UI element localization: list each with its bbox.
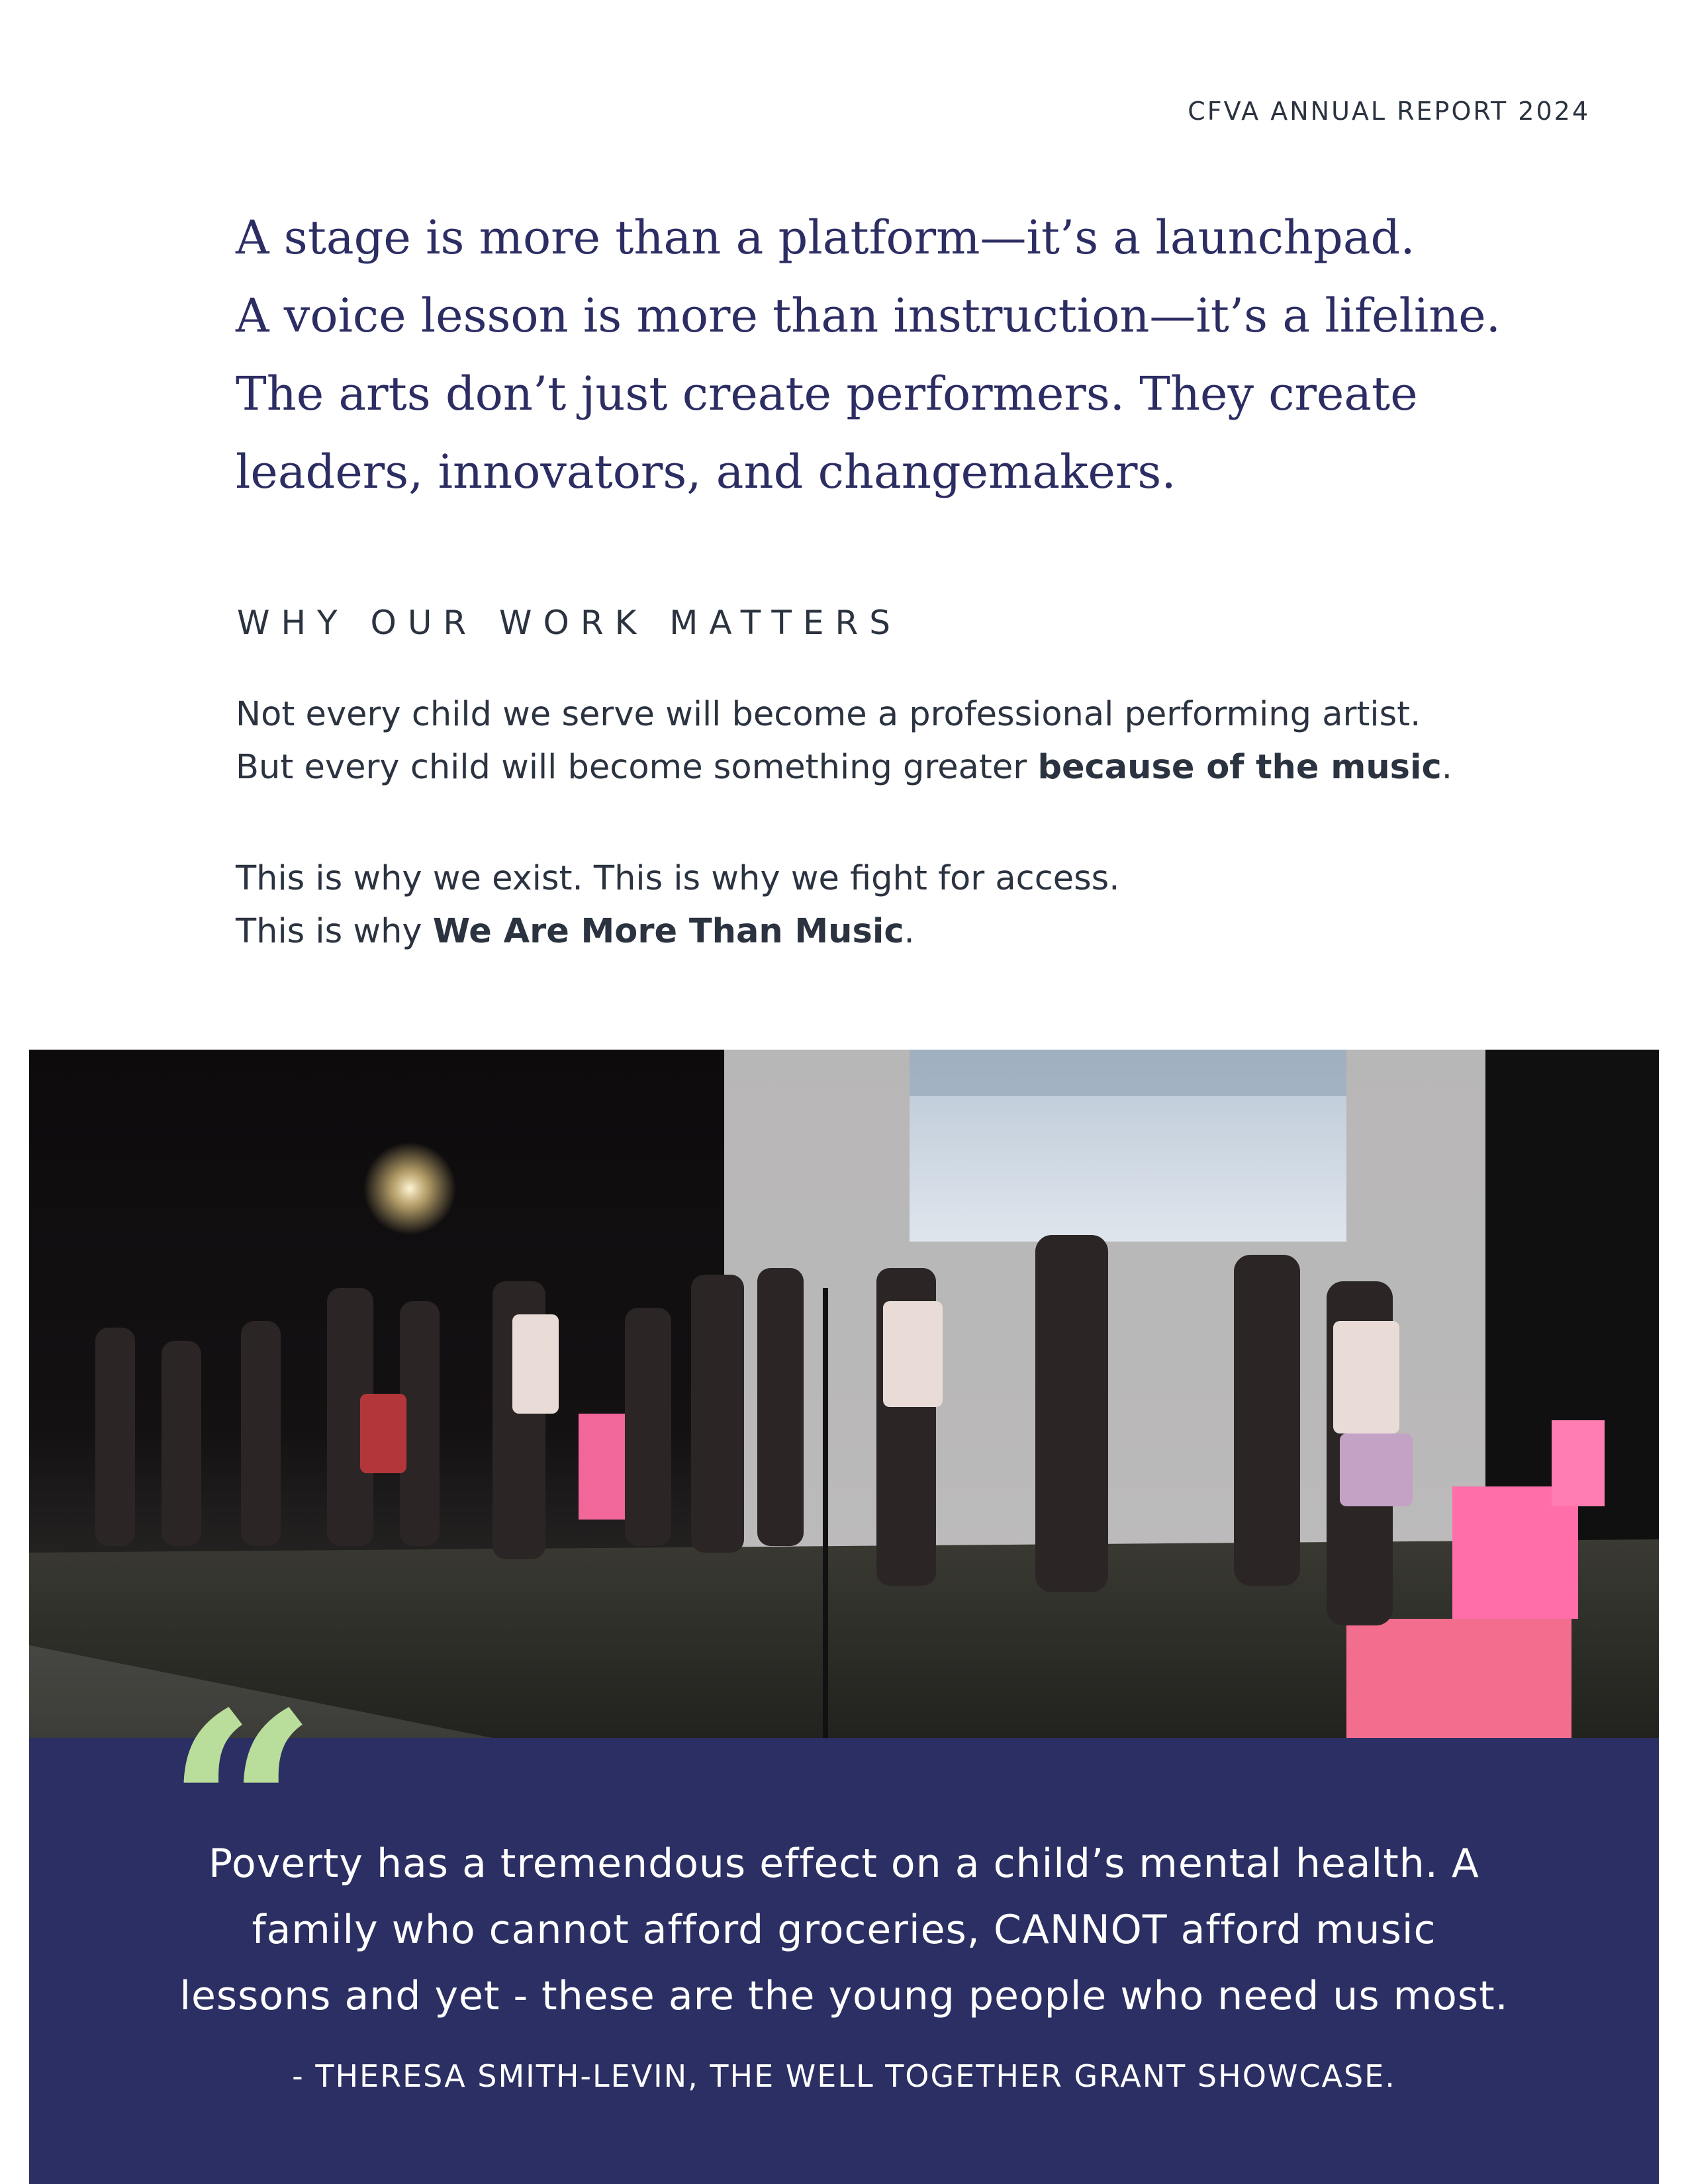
paragraph-text: But every child will become something greater [236,748,1038,787]
quote-line: lessons and yet - these are the young people who need us most. [179,1973,1509,2019]
intro-statement [236,199,1501,511]
paragraph-music [236,688,1526,794]
paragraph-line: Not every child we serve will become a professional performing artist. [236,695,1421,734]
emphasis-text: We Are More Than Music [432,912,904,951]
intro-line: A stage is more than a platform—it’s a launchpad. [236,210,1415,265]
paragraph-mission [236,852,1526,958]
intro-line: The arts don’t just create performers. They create [236,367,1418,421]
stage-performance-photo [29,1050,1659,1738]
paragraph-line [236,905,1526,958]
paragraph-line [236,741,1526,794]
quote-attribution: - THERESA SMITH-LEVIN, THE WELL TOGETHER GRANT SHOWCASE. [292,2058,1396,2094]
quote-line: family who cannot afford groceries, CANNOT afford music [252,1907,1436,1953]
report-header-label: CFVA ANNUAL REPORT 2024 [1188,97,1590,126]
intro-line: leaders, innovators, and changemakers. [236,445,1176,499]
paragraph-text: This is why [236,912,433,951]
intro-line: A voice lesson is more than instruction—it’s a lifeline. [236,289,1501,343]
emphasis-text: because of the music [1037,748,1442,787]
section-heading: WHY OUR WORK MATTERS [237,604,902,642]
quote-mark-icon: “ [165,1655,318,1966]
testimonial-quote [29,1831,1659,2029]
photo-illustration [29,1050,1659,1738]
paragraph-text: . [1441,748,1452,787]
quote-line: Poverty has a tremendous effect on a child’s mental health. A [209,1841,1479,1887]
paragraph-text: . [904,912,915,951]
paragraph-line: This is why we exist. This is why we fight for access. [236,859,1120,898]
